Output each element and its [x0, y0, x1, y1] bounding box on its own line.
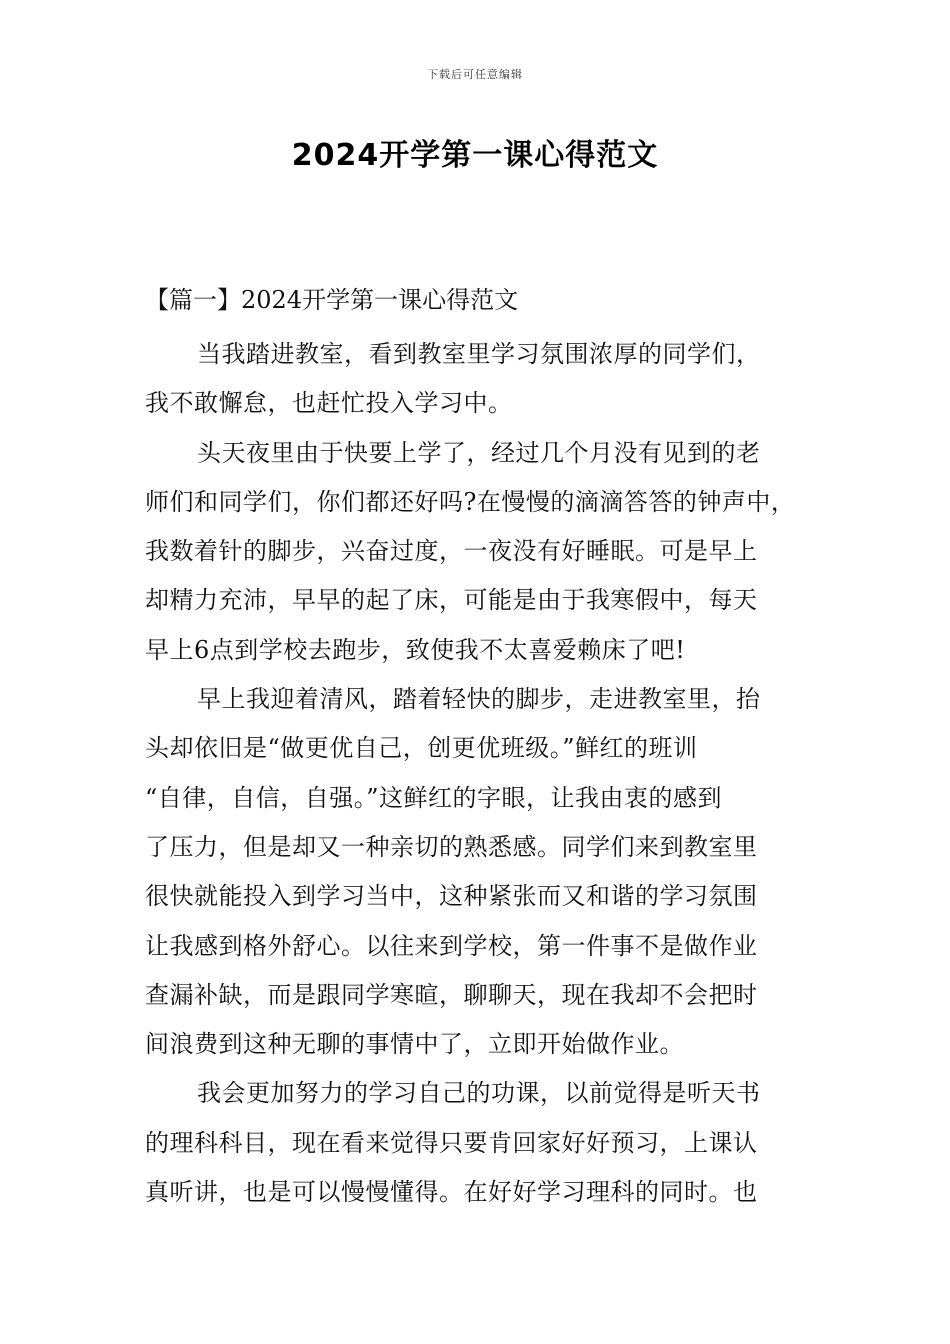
paragraph-4	[145, 1069, 810, 1217]
text-line: 早上我迎着清风，踏着轻快的脚步，走进教室里，抬	[197, 685, 761, 714]
text-line: 让我感到格外舒心。以往来到学校，第一件事不是做作业	[145, 931, 758, 960]
text-line: 却精力充沛，早早的起了床，可能是由于我寒假中，每天	[145, 586, 758, 615]
text-line: 我不敢懈怠，也赶忙投入学习中。	[145, 389, 513, 418]
text-line: 很快就能投入到学习当中，这种紧张而又和谐的学习氛围	[145, 882, 758, 911]
text-line: 的理科科目，现在看来觉得只要肯回家好好预习，上课认	[145, 1128, 758, 1157]
document-title: 2024开学第一课心得范文	[291, 138, 659, 173]
section-heading: 【篇一】2024开学第一课心得范文	[145, 286, 519, 314]
text-line: 早上6点到学校去跑步，致使我不太喜爱赖床了吧!	[145, 635, 686, 664]
text-line: 头却依旧是“做更优自己，创更优班级。”鲜红的班训	[145, 734, 698, 763]
text-line: 我会更加努力的学习自己的功课，以前觉得是听天书	[197, 1079, 761, 1108]
text-line: 查漏补缺，而是跟同学寒暄，聊聊天，现在我却不会把时	[145, 980, 758, 1009]
text-line: 我数着针的脚步，兴奋过度，一夜没有好睡眠。可是早上	[145, 537, 758, 566]
text-line: 间浪费到这种无聊的事情中了，立即开始做作业。	[145, 1030, 684, 1059]
text-line: 当我踏进教室，看到教室里学习氛围浓厚的同学们，	[197, 340, 761, 368]
text-line: 真听讲，也是可以慢慢懂得。在好好学习理科的同时。也	[145, 1178, 758, 1207]
header-note: 下载后可任意编辑	[427, 68, 523, 81]
text-line: 师们和同学们，你们都还好吗?在慢慢的滴滴答答的钟声中，	[145, 487, 796, 516]
text-line: “自律，自信，自强。”这鲜红的字眼，让我由衷的感到	[145, 783, 723, 812]
text-line: 头天夜里由于快要上学了，经过几个月没有见到的老	[197, 438, 761, 467]
text-line: 了压力，但是却又一种亲切的熟悉感。同学们来到教室里	[145, 832, 758, 861]
body-text	[145, 330, 810, 1217]
paragraph-1	[145, 330, 810, 429]
paragraph-3	[145, 675, 810, 1069]
paragraph-2	[145, 429, 810, 675]
